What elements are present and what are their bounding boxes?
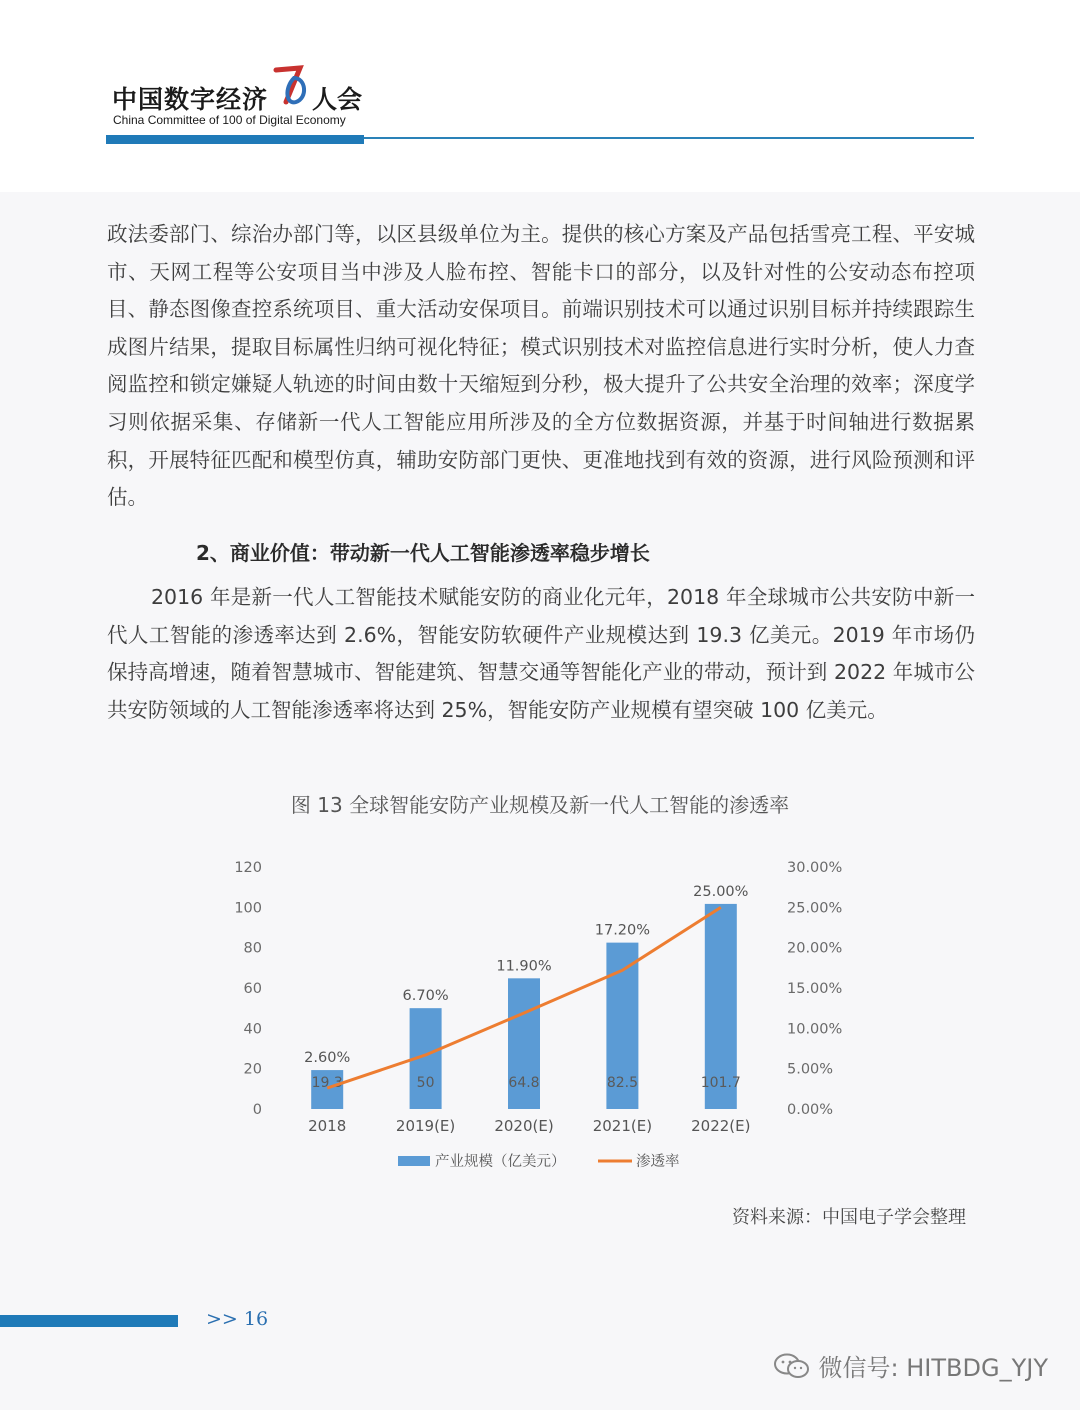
org-name-suffix: 人会 — [312, 85, 363, 114]
org-name-en: China Committee of 100 of Digital Economy — [113, 113, 346, 127]
paragraph-1: 政法委部门、综治办部门等，以区县级单位为主。提供的核心方案及产品包括雪亮工程、平安城市、天网工程等公安项目当中涉及人脸布控、智能卡口的部分，以及针对性的公安动态布控项目、静态图像查控系统项目、重大活动安保项目。前端识别技术可以通过识别目标并持续跟踪生成图片结果，提取目标属性归纳可视化特征；模式识别技术对监控信息进行实时分析，使人力查阅监控和锁定嫌疑人轨迹的时间由数十天缩短到分秒，极大提升了公共安全治理的效率；深度学习则依据采集、存储新一代人工智能应用所涉及的全方位数据资源，并基于时间轴进行数据累积，开展特征匹配和模型仿真，辅助安防部门更快、更准地找到有效的资源，进行风险预测和评估。 — [107, 222, 975, 510]
x-tick-label: 2022(E) — [691, 1117, 751, 1135]
y-left-tick-label: 40 — [243, 1021, 262, 1038]
line-value-label: 2.60% — [304, 1050, 351, 1067]
y-right-tick-label: 10.00% — [787, 1021, 843, 1038]
wechat-watermark — [773, 1348, 1048, 1383]
bar-value-label: 19.3 — [311, 1075, 343, 1091]
x-tick-label: 2021(E) — [592, 1117, 653, 1135]
bar-value-label: 64.8 — [508, 1075, 540, 1091]
y-right-tick-label: 30.00% — [787, 860, 843, 876]
y-left-tick-label: 80 — [243, 940, 262, 957]
x-tick-label: 2020(E) — [494, 1117, 554, 1135]
org-name-cn: 中国数字经济 — [112, 85, 269, 114]
combo-chart-svg — [200, 842, 880, 1192]
logo-100-mark-icon — [270, 62, 310, 108]
chart — [200, 842, 880, 1192]
figure-source: 资料来源：中国电子学会整理 — [732, 1207, 966, 1228]
y-left-tick-label: 0 — [252, 1102, 262, 1118]
line-value-label: 25.00% — [693, 883, 749, 900]
page-content — [0, 192, 1080, 1410]
line-value-label: 17.20% — [594, 922, 651, 939]
footer-accent-bar — [0, 1315, 178, 1327]
x-tick-label: 2018 — [308, 1117, 347, 1135]
y-left-tick-label: 120 — [234, 860, 262, 876]
page-header — [0, 0, 1080, 192]
section-title: 2、商业价值：带动新一代人工智能渗透率稳步增长 — [196, 541, 650, 565]
wechat-icon — [773, 1352, 811, 1380]
wechat-id: 微信号: HITBDG_YJY — [818, 1354, 1048, 1382]
y-right-tick-label: 5.00% — [787, 1061, 834, 1078]
y-left-tick-label: 20 — [243, 1061, 262, 1078]
line-value-label: 6.70% — [402, 988, 449, 1005]
header-accent-bar — [106, 135, 364, 144]
y-right-tick-label: 25.00% — [787, 900, 843, 917]
y-right-tick-label: 15.00% — [787, 981, 843, 997]
y-right-tick-label: 20.00% — [787, 940, 843, 957]
bar-value-label: 82.5 — [606, 1075, 638, 1091]
bar-value-label: 101.7 — [700, 1075, 741, 1091]
legend-bar-swatch — [398, 1156, 430, 1166]
legend-bar-label: 产业规模（亿美元） — [435, 1154, 566, 1170]
figure-title: 图 13 全球智能安防产业规模及新一代人工智能的渗透率 — [290, 793, 790, 817]
legend-line-label: 渗透率 — [636, 1154, 680, 1170]
line-value-label: 11.90% — [496, 958, 552, 975]
y-left-tick-label: 100 — [234, 900, 262, 917]
page-number: >> 16 — [206, 1308, 269, 1330]
y-right-tick-label: 0.00% — [787, 1102, 834, 1118]
x-tick-label: 2019(E) — [395, 1117, 456, 1135]
bar-value-label: 50 — [416, 1075, 435, 1091]
paragraph-2: 2016 年是新一代人工智能技术赋能安防的商业化元年，2018 年全球城市公共安防中新一代人工智能的渗透率达到 2.6%，智能安防软硬件产业规模达到 19.3 亿美元。2019 年市场仍保持高增速，随着智慧城市、智能建筑、智慧交通等智能化产业的带动，预计到 2022 年城市公共安防领域的人工智能渗透率将达到 25%，智能安防产业规模有望突破 100 亿美元。 — [107, 585, 975, 722]
y-left-tick-label: 60 — [243, 981, 262, 997]
